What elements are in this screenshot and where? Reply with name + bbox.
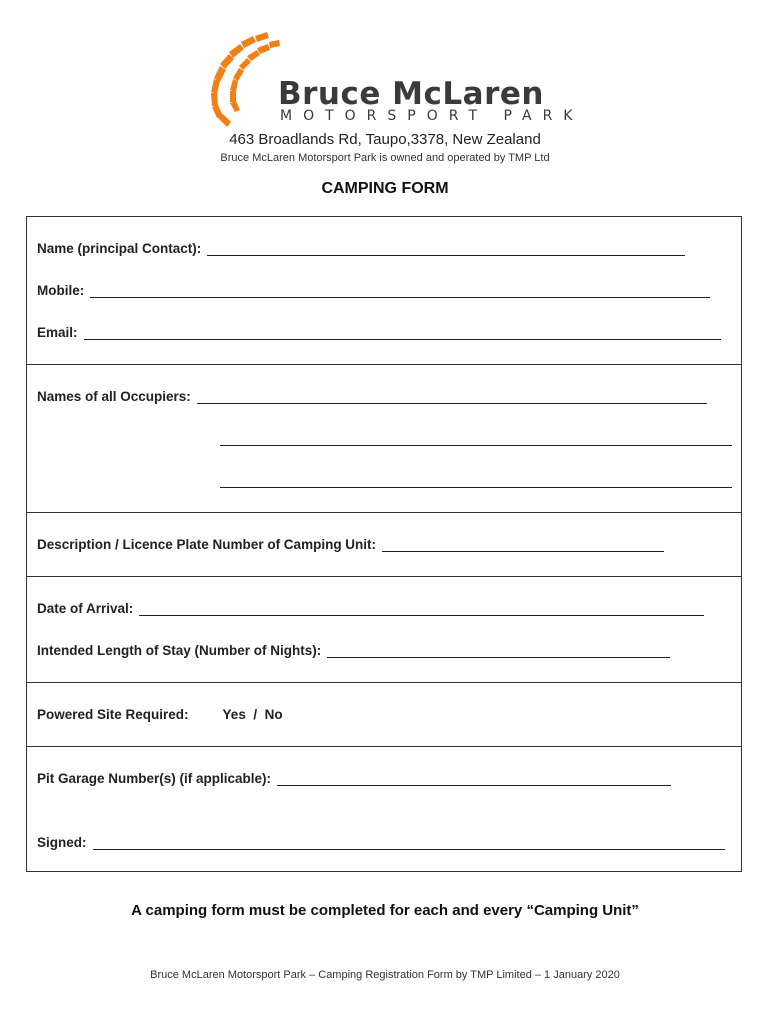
- garage-field[interactable]: [37, 771, 671, 786]
- name-field[interactable]: [37, 241, 685, 256]
- description-label: Description / Licence Plate Number of Camping Unit:: [37, 537, 377, 552]
- occupiers-blank-2[interactable]: [220, 445, 732, 446]
- mobile-blank[interactable]: [90, 285, 710, 298]
- completion-notice: A camping form must be completed for each and every “Camping Unit”: [131, 902, 639, 919]
- page-footer: Bruce McLaren Motorsport Park – Camping Registration Form by TMP Limited – 1 January 2020: [150, 969, 620, 981]
- occupiers-blank-1[interactable]: [197, 391, 707, 404]
- stay-field[interactable]: [37, 643, 670, 658]
- email-blank[interactable]: [84, 327, 721, 340]
- logo-subtitle: MOTORSPORT PARK: [280, 108, 584, 124]
- description-section: [27, 513, 741, 577]
- mobile-label: Mobile:: [37, 283, 85, 298]
- ownership-note: Bruce McLaren Motorsport Park is owned and operated by TMP Ltd: [220, 152, 550, 164]
- garage-blank[interactable]: [277, 773, 671, 786]
- camping-form: [26, 216, 742, 872]
- address: 463 Broadlands Rd, Taupo,3378, New Zealand: [229, 131, 541, 148]
- name-blank[interactable]: [207, 243, 685, 256]
- stay-blank[interactable]: [327, 645, 670, 658]
- signature-section: [27, 747, 741, 873]
- powered-label: Powered Site Required:: [37, 707, 189, 722]
- arrival-blank[interactable]: [139, 603, 704, 616]
- description-field[interactable]: [37, 537, 664, 552]
- occupiers-section: [27, 365, 741, 513]
- arrival-label: Date of Arrival:: [37, 601, 134, 616]
- name-label: Name (principal Contact):: [37, 241, 202, 256]
- tyre-track-logo-icon: [205, 28, 285, 138]
- logo-name: Bruce McLaren: [278, 76, 544, 112]
- occupiers-blank-3[interactable]: [220, 487, 732, 488]
- signed-label: Signed:: [37, 835, 87, 850]
- arrival-field[interactable]: [37, 601, 704, 616]
- description-blank[interactable]: [382, 539, 664, 552]
- signed-blank[interactable]: [93, 837, 725, 850]
- mobile-field[interactable]: [37, 283, 710, 298]
- form-title: CAMPING FORM: [321, 180, 449, 197]
- powered-section: [27, 683, 741, 747]
- email-label: Email:: [37, 325, 78, 340]
- contact-section: [27, 217, 741, 365]
- arrival-section: [27, 577, 741, 683]
- occupiers-label: Names of all Occupiers:: [37, 389, 191, 404]
- signed-field[interactable]: [37, 835, 725, 850]
- garage-label: Pit Garage Number(s) (if applicable):: [37, 771, 272, 786]
- stay-label: Intended Length of Stay (Number of Nights):: [37, 643, 322, 658]
- powered-options[interactable]: Yes / No: [222, 707, 283, 722]
- powered-field: [37, 707, 283, 722]
- email-field[interactable]: [37, 325, 721, 340]
- logo: [205, 28, 584, 138]
- occupiers-field[interactable]: [37, 389, 707, 404]
